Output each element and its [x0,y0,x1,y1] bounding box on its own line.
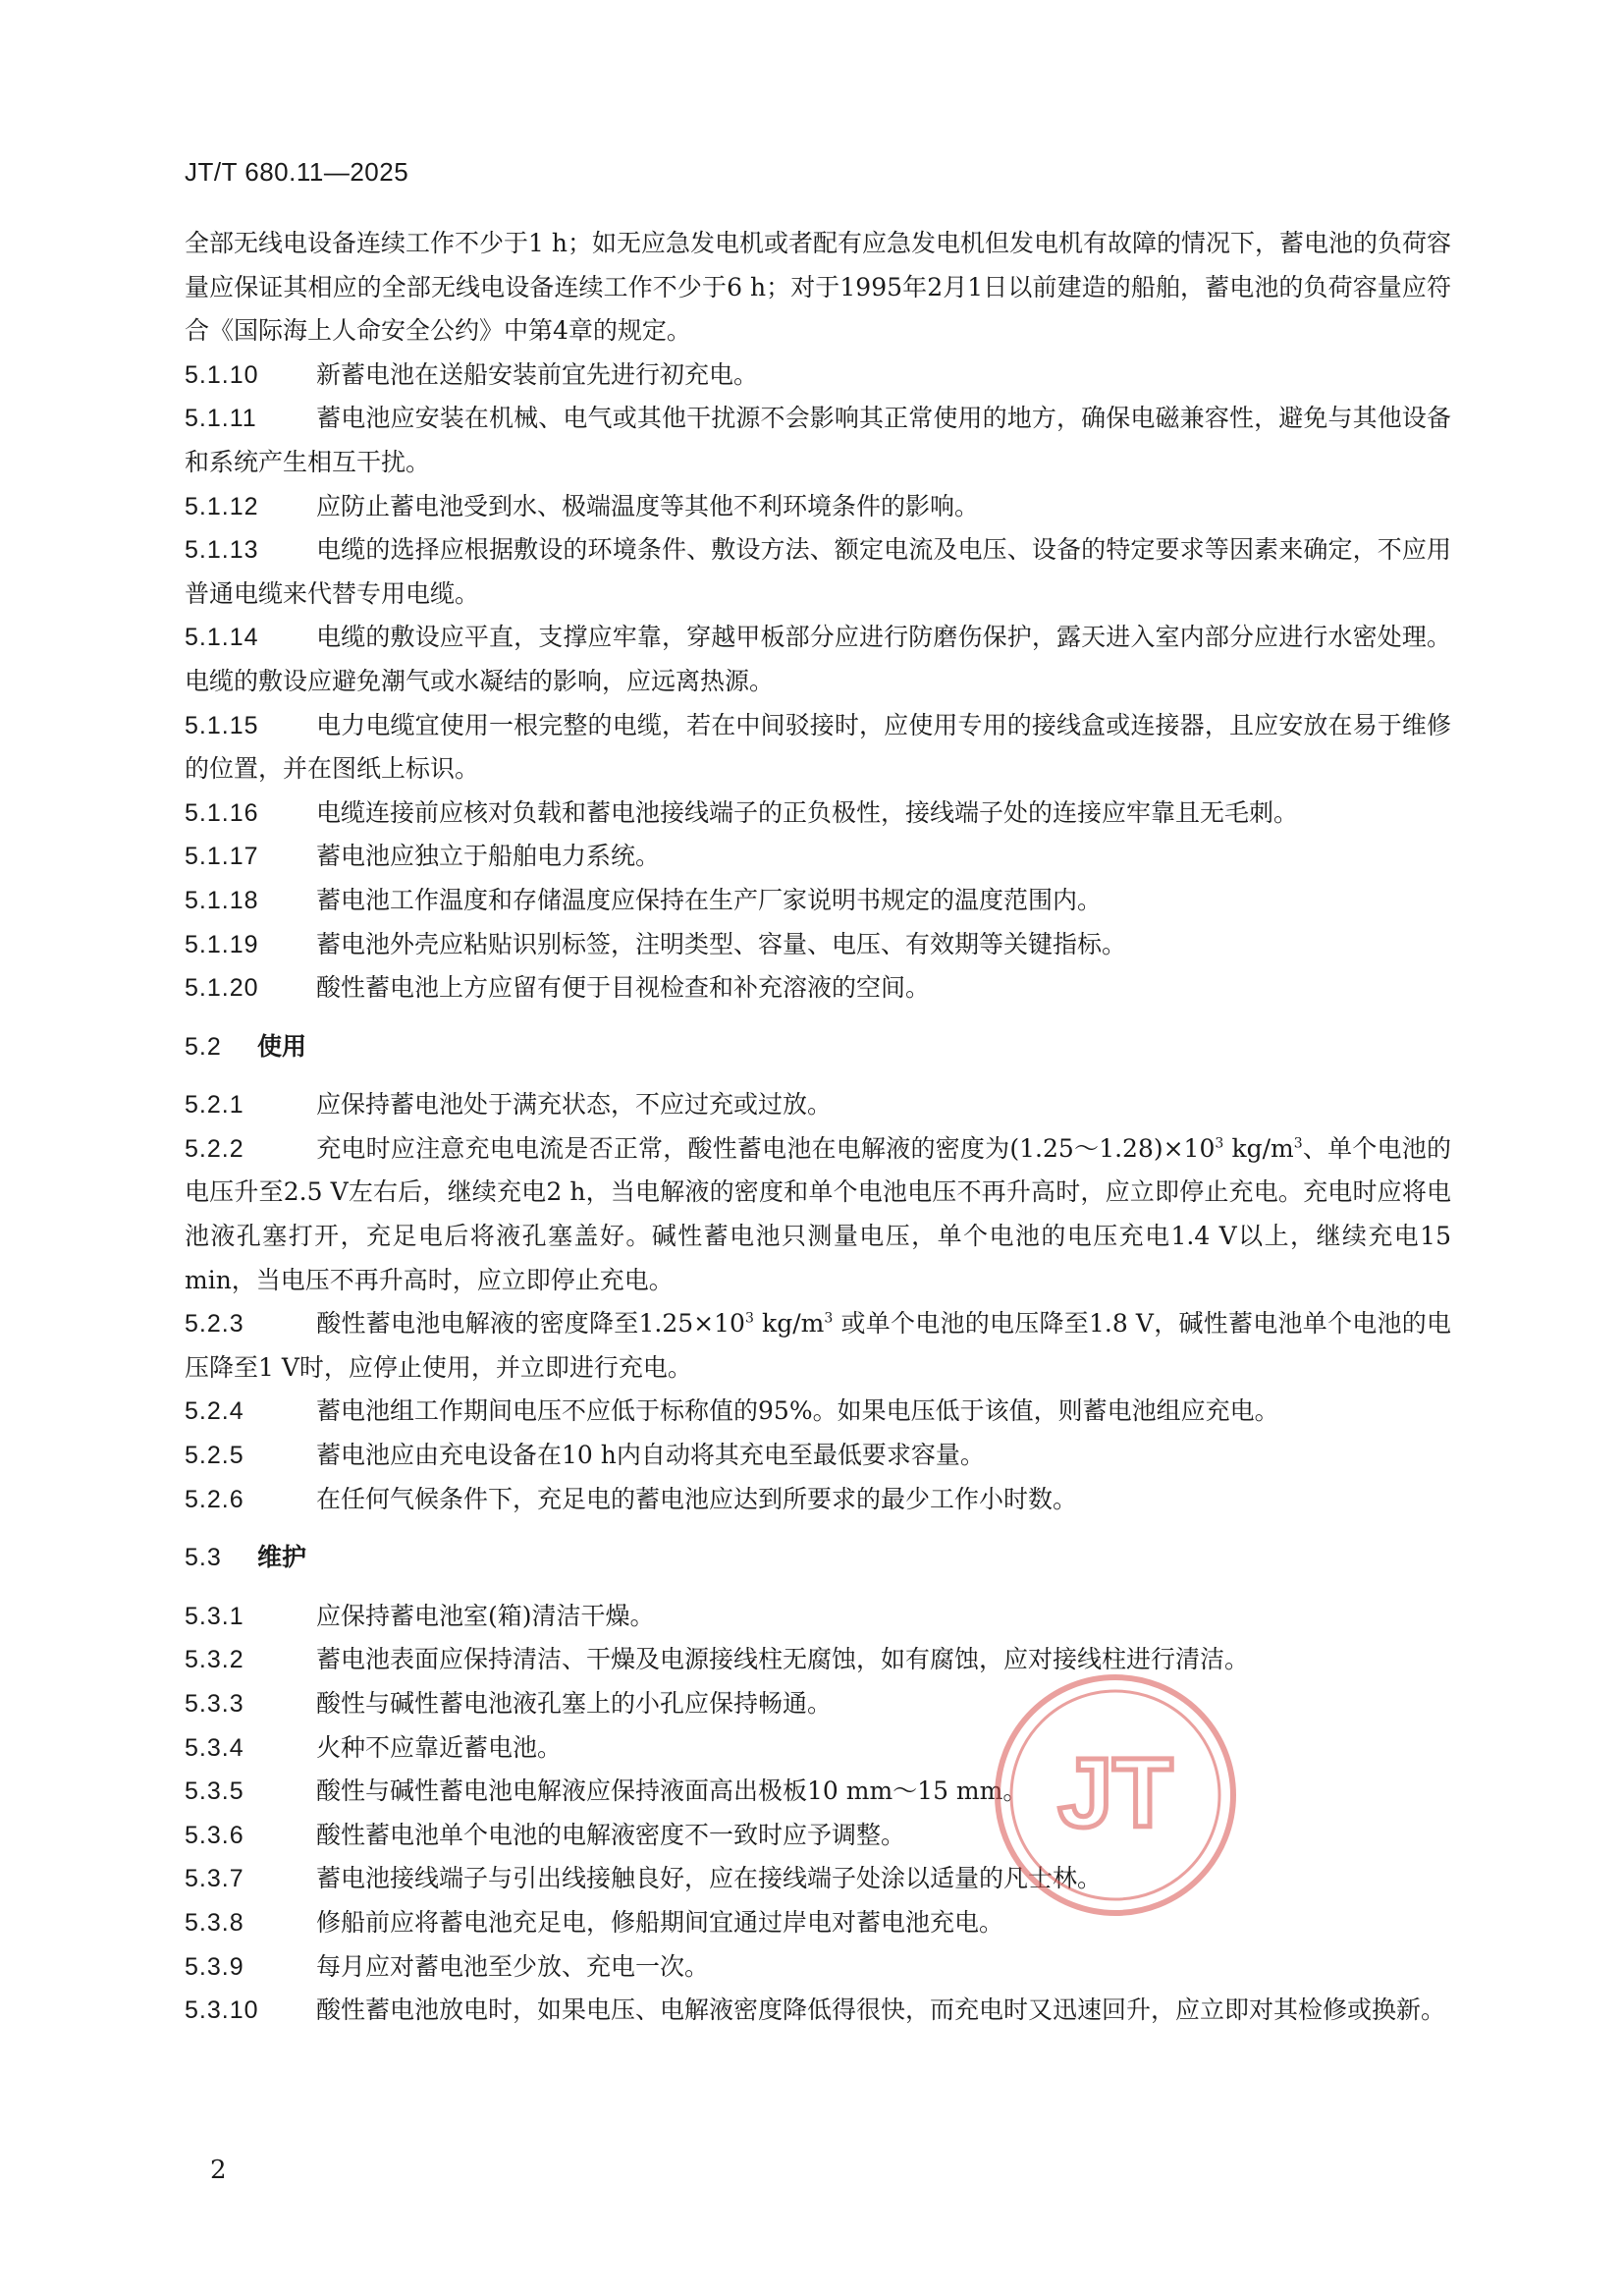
clause-5-3-10 [185,1989,1451,2033]
section-heading-5-3 [185,1536,1451,1580]
clause-number: 5.1.10 [185,360,259,389]
clause-number: 5.3.6 [185,1821,244,1849]
clause-5-1-15 [185,704,1451,792]
document-code: JT/T 680.11—2025 [185,157,409,187]
clause-number: 5.1.19 [185,930,259,958]
clause-text: 每月应对蓄电池至少放、充电一次。 [316,1951,710,1981]
clause-5-1-19 [185,923,1451,967]
clause-text-continued: 、单个电池的电压升至2.5 V左右后，继续充电2 h，当电解液的密度和单个电池电压不再升高时，应立即停止充电。充电时应将电池液孔塞打开，充足电后将液孔塞盖好。碱性蓄电池只测量电压，单个电池的电压充电1.4 V以上，继续充电15 min，当电压不再升高时，应立即停止充电。 [185,1133,1451,1294]
clause-number: 5.1.11 [185,405,257,433]
clause-text: 酸性与碱性蓄电池液孔塞上的小孔应保持畅通。 [316,1689,833,1718]
document-body [185,222,1451,2033]
clause-5-2-4 [185,1390,1451,1434]
clause-number: 5.3.5 [185,1777,244,1806]
clause-5-3-9 [185,1945,1451,1990]
clause-5-2-6 [185,1478,1451,1522]
clause-5-1-13 [185,528,1451,616]
clause-number: 5.1.14 [185,624,259,652]
clause-text: 应保持蓄电池处于满充状态，不应过充或过放。 [316,1090,833,1120]
unit-text: kg/m [753,1309,825,1339]
clause-text: 电缆的选择应根据敷设的环境条件、敷设方法、额定电流及电压、设备的特定要求等因素来确定，不应用普通电缆来代替专用电缆。 [185,535,1451,608]
clause-text: 应防止蓄电池受到水、极端温度等其他不利环境条件的影响。 [316,491,980,520]
clause-text: 火种不应靠近蓄电池。 [316,1732,563,1762]
clause-number: 5.2.3 [185,1310,244,1339]
clause-text: 电缆连接前应核对负载和蓄电池接线端子的正负极性，接线端子处的连接应牢靠且无毛刺。 [316,797,1299,827]
clause-5-3-8 [185,1901,1451,1945]
clause-text: 电力电缆宜使用一根完整的电缆，若在中间驳接时，应使用专用的接线盒或连接器，且应安放在易于维修的位置，并在图纸上标识。 [185,710,1451,784]
unit-text: kg/m [1223,1133,1294,1163]
clause-text: 酸性蓄电池上方应留有便于目视检查和补充溶液的空间。 [316,973,931,1003]
section-title: 维护 [257,1543,307,1572]
clause-number: 5.1.13 [185,536,259,565]
clause-5-2-3 [185,1302,1451,1390]
page-number: 2 [210,2156,227,2185]
clause-number: 5.1.15 [185,711,259,739]
clause-text: 充电时应注意充电电流是否正常，酸性蓄电池在电解液的密度为(1.25～1.28)×10 [316,1133,1216,1163]
section-number: 5.3 [185,1544,222,1572]
clause-5-1-11 [185,397,1451,484]
section-title: 使用 [257,1031,307,1061]
clause-5-3-6 [185,1814,1451,1858]
clause-text: 蓄电池应独立于船舶电力系统。 [316,842,661,871]
clause-text: 酸性蓄电池单个电池的电解液密度不一致时应予调整。 [316,1820,906,1849]
clause-text: 蓄电池应由充电设备在10 h内自动将其充电至最低要求容量。 [316,1441,985,1470]
clause-number: 5.1.17 [185,843,259,871]
clause-5-1-17 [185,835,1451,879]
clause-text-continued: 或单个电池的电压降至1.8 V，碱性蓄电池单个电池的电压降至1 V时，应停止使用，并立即进行充电。 [185,1309,1451,1382]
superscript: 3 [1293,1135,1303,1152]
jt-seal-watermark [990,1669,1241,1921]
clause-number: 5.2.2 [185,1134,244,1163]
clause-5-3-5 [185,1770,1451,1814]
section-number: 5.2 [185,1032,222,1061]
clause-5-2-5 [185,1434,1451,1478]
clause-text: 酸性蓄电池放电时，如果电压、电解液密度降低得很快，而充电时又迅速回升，应立即对其检修或换新。 [316,1995,1446,2025]
clause-number: 5.3.10 [185,1996,259,2025]
clause-text: 酸性与碱性蓄电池电解液应保持液面高出极板10 mm～15 mm。 [316,1777,1028,1806]
clause-5-2-1 [185,1083,1451,1127]
clause-number: 5.3.2 [185,1646,244,1674]
clause-text: 蓄电池工作温度和存储温度应保持在生产厂家说明书规定的温度范围内。 [316,885,1103,914]
clause-5-3-1 [185,1595,1451,1639]
clause-text: 蓄电池应安装在机械、电气或其他干扰源不会影响其正常使用的地方，确保电磁兼容性，避免与其他设备和系统产生相互干扰。 [185,404,1451,476]
clause-5-2-2 [185,1127,1451,1302]
clause-text: 蓄电池外壳应粘贴识别标签，注明类型、容量、电压、有效期等关键指标。 [316,929,1127,958]
clause-number: 5.1.20 [185,974,259,1003]
clause-number: 5.1.16 [185,798,259,827]
clause-number: 5.2.4 [185,1397,244,1426]
clause-5-1-12 [185,485,1451,529]
clause-5-3-3 [185,1682,1451,1726]
intro-paragraph: 全部无线电设备连续工作不少于1 h；如无应急发电机或者配有应急发电机但发电机有故障的情况下，蓄电池的负荷容量应保证其相应的全部无线电设备连续工作不少于6 h；对于1995年2月1日以前建造的船舶，蓄电池的负荷容量应符合《国际海上人命安全公约》中第4章的规定。 [185,229,1451,346]
clause-number: 5.2.6 [185,1485,244,1513]
clause-5-3-4 [185,1726,1451,1771]
clause-5-1-20 [185,966,1451,1011]
seal-text: JT [1057,1738,1173,1848]
superscript: 3 [1215,1135,1224,1152]
clause-number: 5.3.8 [185,1908,244,1937]
clause-5-1-10 [185,354,1451,398]
clause-text: 在任何气候条件下，充足电的蓄电池应达到所要求的最少工作小时数。 [316,1484,1078,1513]
clause-5-3-2 [185,1638,1451,1682]
clause-number: 5.2.5 [185,1442,244,1470]
clause-5-1-16 [185,792,1451,836]
clause-text: 新蓄电池在送船安装前宜先进行初充电。 [316,359,759,389]
clause-text: 应保持蓄电池室(箱)清洁干燥。 [316,1601,655,1630]
superscript: 3 [824,1310,834,1327]
clause-text: 电缆的敷设应平直，支撑应牢靠，穿越甲板部分应进行防磨伤保护，露天进入室内部分应进行水密处理。电缆的敷设应避免潮气或水凝结的影响，应远离热源。 [185,623,1451,695]
clause-number: 5.1.12 [185,492,259,520]
clause-text: 修船前应将蓄电池充足电，修船期间宜通过岸电对蓄电池充电。 [316,1907,1004,1937]
clause-5-1-14 [185,616,1451,703]
clause-number: 5.3.9 [185,1952,244,1981]
superscript: 3 [744,1310,754,1327]
clause-number: 5.1.18 [185,886,259,914]
section-heading-5-2 [185,1025,1451,1069]
clause-text: 蓄电池组工作期间电压不应低于标称值的95%。如果电压低于该值，则蓄电池组应充电。 [316,1396,1279,1426]
clause-text: 蓄电池接线端子与引出线接触良好，应在接线端子处涂以适量的凡士林。 [316,1864,1103,1893]
clause-number: 5.3.4 [185,1733,244,1762]
clause-text: 酸性蓄电池电解液的密度降至1.25×10 [316,1309,745,1339]
clause-text: 蓄电池表面应保持清洁、干燥及电源接线柱无腐蚀，如有腐蚀，应对接线柱进行清洁。 [316,1645,1250,1674]
clause-number: 5.2.1 [185,1091,244,1120]
clause-number: 5.3.1 [185,1602,244,1630]
clause-number: 5.3.7 [185,1865,244,1893]
clause-number: 5.3.3 [185,1690,244,1718]
clause-5-3-7 [185,1857,1451,1901]
clause-5-1-18 [185,879,1451,923]
